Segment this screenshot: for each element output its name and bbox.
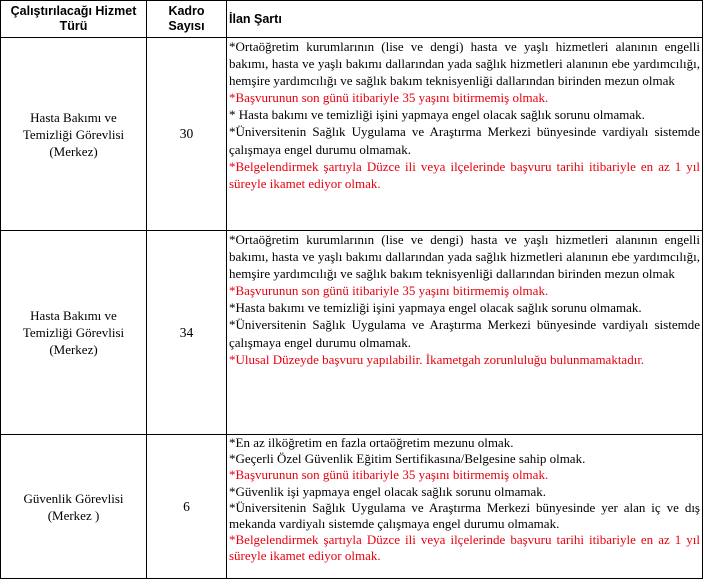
service-type-line: Hasta Bakımı ve: [30, 109, 117, 125]
table-row: [1, 435, 703, 579]
header-requirements: İlan Şartı: [227, 1, 703, 38]
requirement-item: *Ortaöğretim kurumlarının (lise ve dengi) hasta ve yaşlı hizmetleri alanının engelli bakımı, hasta ve yaşlı bakımı dallarından yada sağlık hizmetleri alanının ebe yardımcılığı, hemşire yardımcılığı ve sağlık bakım teknisyenliği dallarından birinden mezun olmak: [229, 232, 700, 282]
requirement-item: *Üniversitenin Sağlık Uygulama ve Araştırma Merkezi bünyesinde vardiyalı sistemde çalışmaya engel durumu olmamak.: [229, 317, 700, 350]
position-count: 34: [147, 231, 227, 435]
service-type-cell: [1, 435, 147, 579]
requirement-item-highlighted: *Başvurunun son günü itibariyle 35 yaşını bitirmemiş olmak.: [229, 90, 549, 106]
requirements-cell: [227, 435, 703, 579]
service-type-line: (Merkez): [49, 342, 98, 357]
requirement-item: * Hasta bakımı ve temizliği işini yapmaya engel olacak sağlık sorunu olmamak.: [229, 107, 645, 123]
service-type-line: (Merkez): [49, 143, 98, 159]
requirement-item-highlighted: *Başvurunun son günü itibariyle 35 yaşını bitirmemiş olmak.: [229, 283, 549, 299]
position-count: 6: [147, 435, 227, 579]
requirement-item: *Üniversitenin Sağlık Uygulama ve Araştırma Merkezi bünyesinde yer alan iç ve dış mekanda vardiyalı sistemde çalışmaya engel durumu olmamak.: [229, 499, 700, 532]
requirements-cell: [227, 38, 703, 231]
header-position-count: Kadro Sayısı: [147, 1, 227, 38]
requirement-item-highlighted: *Belgelendirmek şartıyla Düzce ili veya ilçelerinde başvuru tarihi itibariyle en az 1 yıl süreyle ikamet ediyor olmak.: [229, 158, 700, 191]
requirement-item: *Ortaöğretim kurumlarının (lise ve dengi) hasta ve yaşlı hizmetleri alanının engelli bakımı, hasta ve yaşlı bakımı dallarından yada sağlık hizmetleri alanının ebe yardımcılığı, hemşire yardımcılığı ve sağlık bakım teknisyenliği dallarından birinden mezun olmak: [229, 39, 700, 89]
requirement-item: *Geçerli Özel Güvenlik Eğitim Sertifikasına/Belgesine sahip olmak.: [229, 451, 586, 467]
table-row: [1, 38, 703, 231]
header-row: [1, 1, 703, 38]
requirement-item: *Hasta bakımı ve temizliği işini yapmaya engel olacak sağlık sorunu olmamak.: [229, 300, 642, 316]
requirement-item: *Güvenlik işi yapmaya engel olacak sağlık sorunu olmamak.: [229, 483, 546, 499]
requirement-item: *En az ilköğretim en fazla ortaöğretim mezunu olmak.: [229, 435, 514, 450]
service-type-line: Güvenlik Görevlisi: [23, 490, 124, 506]
requirement-item-highlighted: *Ulusal Düzeyde başvuru yapılabilir. İkametgah zorunluluğu bulunmamaktadır.: [229, 351, 645, 367]
table-row: [1, 231, 703, 435]
position-count: 30: [147, 38, 227, 231]
service-type-line: Temizliği Görevlisi: [22, 325, 125, 340]
service-type-line: (Merkez ): [47, 507, 100, 523]
header-service-type: Çalıştırılacağı Hizmet Türü: [1, 1, 147, 38]
service-type-line: Temizliği Görevlisi: [22, 126, 125, 142]
requirement-item-highlighted: *Belgelendirmek şartıyla Düzce ili veya ilçelerinde başvuru tarihi itibariyle en az 1 yıl süreyle ikamet ediyor olmak.: [229, 532, 700, 564]
requirements-cell: [227, 231, 703, 435]
requirement-item-highlighted: *Başvurunun son günü itibariyle 35 yaşını bitirmemiş olmak.: [229, 467, 549, 483]
service-type-cell: [1, 38, 147, 231]
service-type-cell: [1, 231, 147, 435]
requirement-item: *Üniversitenin Sağlık Uygulama ve Araştırma Merkezi bünyesinde vardiyalı sistemde çalışmaya engel durumu olmamak.: [229, 124, 700, 157]
service-type-line: Hasta Bakımı ve: [30, 308, 117, 323]
